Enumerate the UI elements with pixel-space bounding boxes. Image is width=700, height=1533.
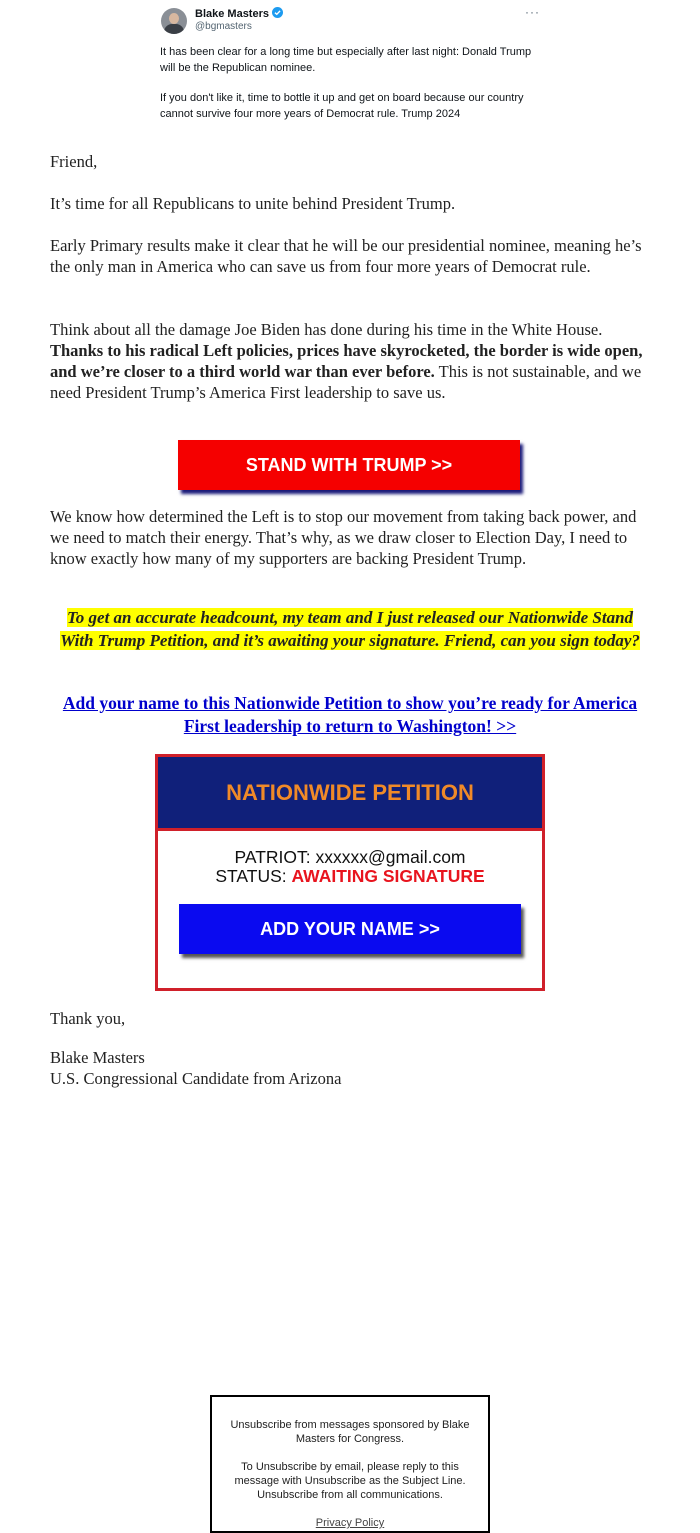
- tweet-text: [160, 44, 540, 136]
- tweet-author[interactable]: [195, 7, 283, 21]
- tweet-paragraph: It has been clear for a long time but especially after last night: Donald Trump will be the Republican nominee.: [160, 46, 532, 74]
- paragraph-damage: [50, 319, 655, 403]
- footer-line: To Unsubscribe by email, please reply to this message with Unsubscribe as the Subject Line.: [234, 1461, 466, 1487]
- petition-box: [155, 754, 545, 991]
- tweet-handle[interactable]: @bgmasters: [195, 21, 252, 32]
- patriot-label: PATRIOT:: [234, 847, 316, 867]
- patriot-line: [158, 847, 542, 868]
- avatar[interactable]: [161, 8, 187, 34]
- paragraph-damage-text: Think about all the damage Joe Biden has done during his time in the White House.: [50, 320, 603, 339]
- highlighted-text: [60, 606, 640, 652]
- tweet-paragraph: If you don't like it, time to bottle it up and get on board because our country cannot survive four more years of Democrat rule. Trump 2024: [160, 92, 524, 120]
- petition-title: NATIONWIDE PETITION: [158, 757, 542, 831]
- status-line: [158, 866, 542, 887]
- unsubscribe-footer: [210, 1395, 490, 1533]
- paragraph-damage-bold: Thanks to his radical Left policies, prices have skyrocketed, the border is wide open, and we’re closer to a third world war than ever before.: [50, 341, 643, 381]
- patriot-email: xxxxxx@gmail.com: [315, 847, 466, 867]
- privacy-policy-link[interactable]: Privacy Policy: [315, 1517, 385, 1529]
- signature-title: U.S. Congressional Candidate from Arizona: [50, 1069, 342, 1088]
- closing: Thank you,: [50, 1009, 126, 1028]
- unsubscribe-all-link[interactable]: Unsubscribe from all communications.: [257, 1489, 443, 1501]
- paragraph-damage-text-end: This is not sustainable, and we need President Trump’s America First leadership to save us.: [50, 362, 642, 402]
- paragraph-unite: It’s time for all Republicans to unite behind President Trump.: [50, 194, 456, 213]
- footer-line: Unsubscribe from messages sponsored by Blake Masters for Congress.: [230, 1419, 470, 1445]
- tweet-embed[interactable]: [150, 0, 548, 130]
- petition-link[interactable]: Add your name to this Nationwide Petition to show you’re ready for America First leadership to return to Washington! >>: [62, 693, 638, 736]
- status-label: STATUS:: [215, 866, 292, 886]
- highlight: To get an accurate headcount, my team and I just released our Nationwide Stand With Trump Petition, and it’s awaiting your signature. Friend, can you sign today?: [60, 608, 640, 650]
- paragraph-energy: We know how determined the Left is to stop our movement from taking back power, and we need to match their energy. That’s why, as we draw closer to Election Day, I need to know exactly how many of my supporters are backing President Trump.: [50, 507, 637, 568]
- stand-with-trump-button[interactable]: STAND WITH TRUMP >>: [178, 440, 520, 490]
- add-your-name-button[interactable]: ADD YOUR NAME >>: [179, 904, 521, 954]
- more-options-icon[interactable]: ···: [525, 5, 540, 19]
- tweet-author-name: Blake Masters: [195, 8, 269, 20]
- signature-name: Blake Masters: [50, 1048, 145, 1067]
- verified-badge-icon: [272, 7, 283, 21]
- greeting: Friend,: [50, 152, 98, 171]
- status-badge: AWAITING SIGNATURE: [291, 866, 485, 886]
- paragraph-primary: Early Primary results make it clear that he will be our presidential nominee, meaning he’s the only man in America who can save us from four more years of Democrat rule.: [50, 236, 642, 276]
